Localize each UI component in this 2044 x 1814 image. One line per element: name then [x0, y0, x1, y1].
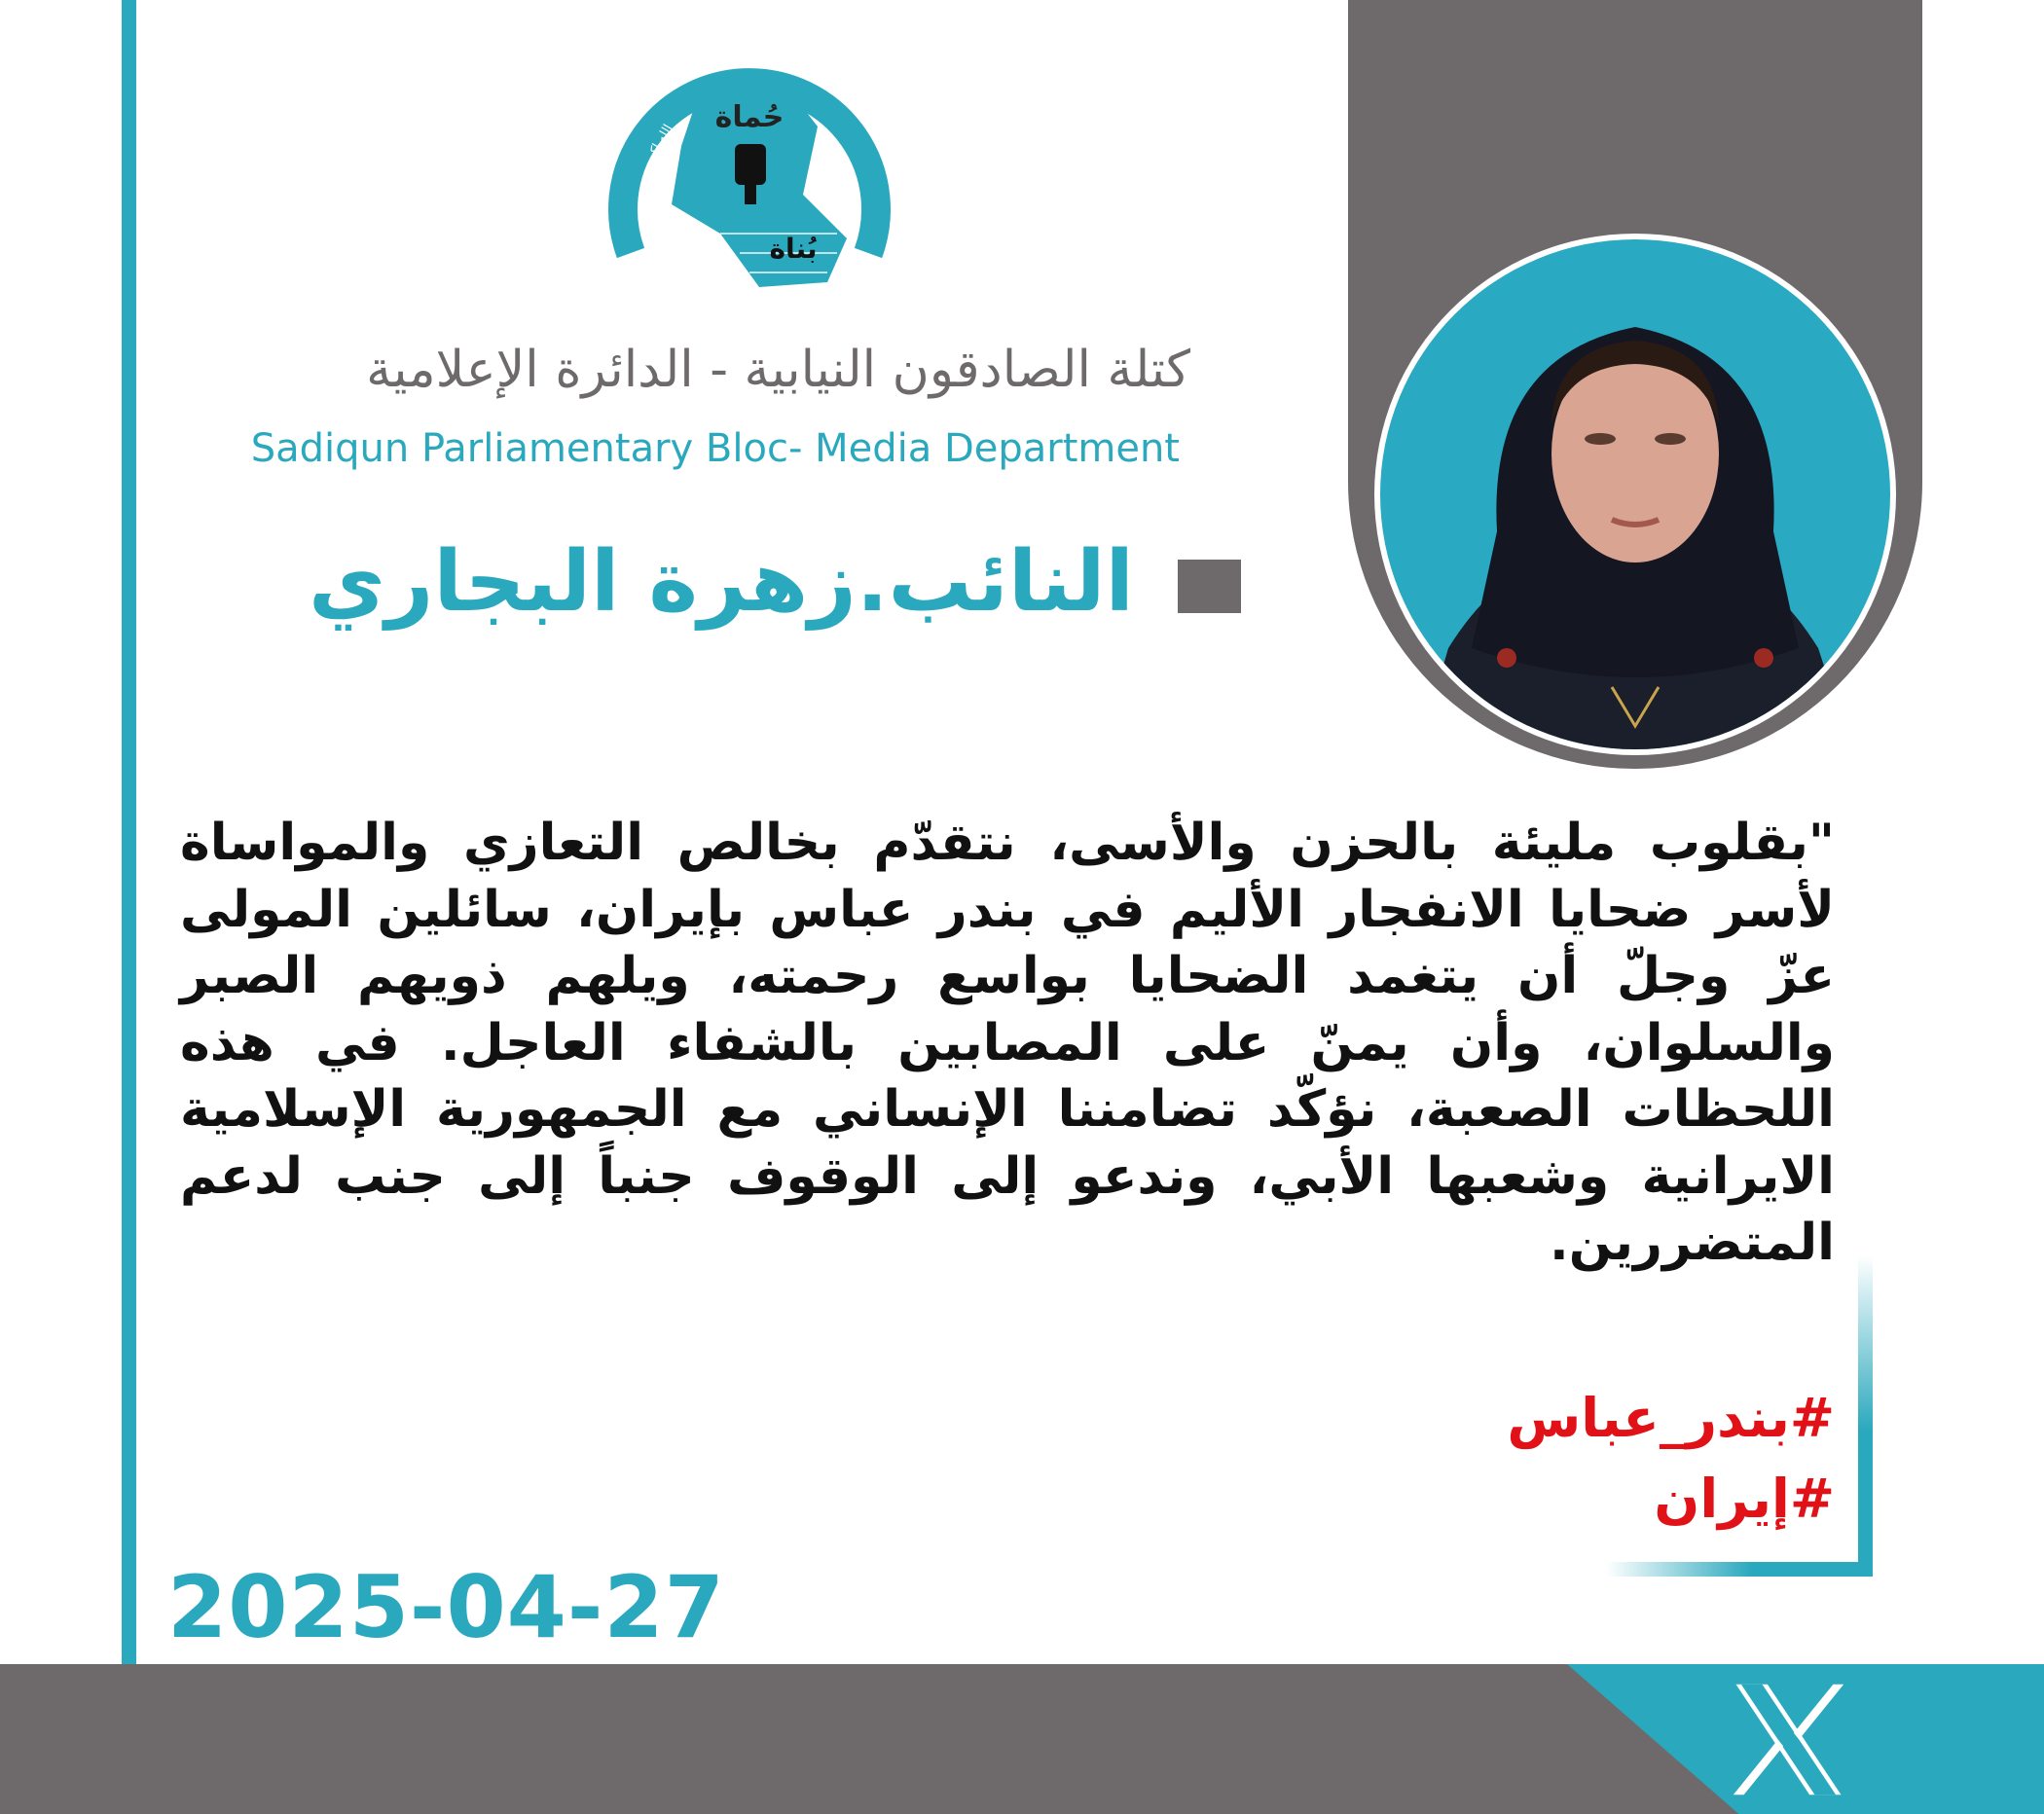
fist-icon: [735, 144, 766, 185]
logo-ring-text: حركة الصادقون: [699, 42, 800, 60]
corner-accent-horizontal: [1606, 1562, 1873, 1577]
logo-bottom-word: بُناة: [769, 233, 818, 265]
logo-ring-text-2: الله اكبر: [641, 122, 676, 166]
person-silhouette: [1380, 239, 1890, 749]
name-bullet: [1178, 560, 1241, 613]
bloc-title-arabic: كتلة الصادقون النيابية - الدائرة الإعلامية: [366, 341, 1190, 399]
statement-text: "بقلوب مليئة بالحزن والأسى، نتقدّم بخالص التعازي والمواساة لأسر ضحايا الانفجار الأليم في بندر عباس بإيران، سائلين المولى عزّ وجلّ أن يتغمد الضحايا بواسع رحمته، ويلهم ذويهم الصبر والسلوان، وأن يمنّ على المصابين بالشفاء العاجل. في هذه اللحظات الصعبة، نؤكّد تضامننا الإنساني مع الجمهورية الإسلامية الايرانية وشعبها الأبي، وندعو إلى الوقوف جنباً إلى جنب لدعم المتضررين.: [180, 814, 1835, 1272]
x-logo-icon[interactable]: [1723, 1674, 1854, 1805]
hashtag-iran[interactable]: #إيران: [1654, 1468, 1835, 1530]
hashtag-bandar-abbas[interactable]: #بندر_عباس: [1507, 1387, 1835, 1449]
portrait-photo: [1374, 234, 1896, 755]
bloc-title-english: Sadiqun Parliamentary Bloc- Media Department: [250, 426, 1180, 471]
person-name: النائب.زهرة البجاري: [309, 533, 1134, 631]
bloc-logo: [603, 29, 895, 311]
logo-top-word: حُماة: [714, 100, 785, 134]
corner-accent-vertical: [1858, 1255, 1873, 1577]
post-date: 2025-04-27: [167, 1557, 725, 1657]
left-accent-bar: [122, 0, 136, 1664]
